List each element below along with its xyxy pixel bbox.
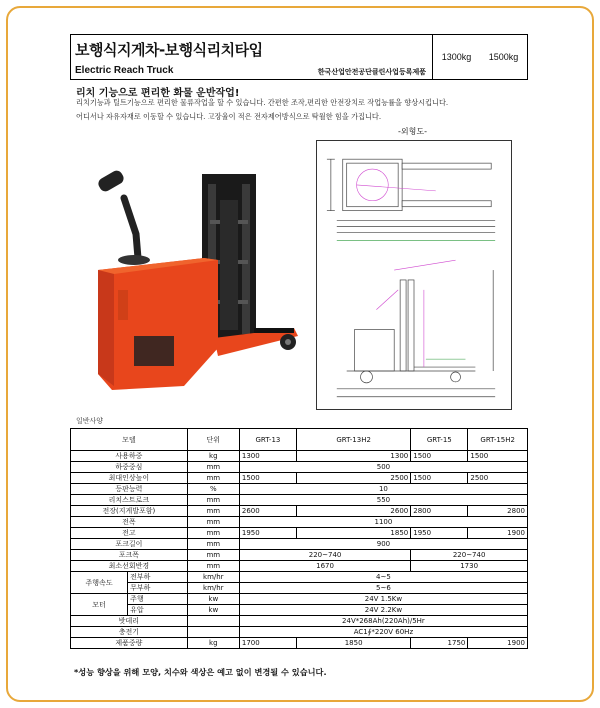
row-unit: mm <box>187 550 239 561</box>
row-label: 유압 <box>128 605 188 616</box>
cell: 2500 <box>468 473 528 484</box>
table-row <box>71 583 528 594</box>
table-row <box>71 594 528 605</box>
cell: 1850 <box>297 638 411 649</box>
row-label: 충전기 <box>71 627 188 638</box>
row-label: 포크폭 <box>71 550 188 561</box>
cell: 1730 <box>411 561 528 572</box>
cell: 1500 <box>468 451 528 462</box>
cell: 2800 <box>411 506 468 517</box>
table-row <box>71 495 528 506</box>
cell: AC1∮*220V 60Hz <box>239 627 527 638</box>
header-grt13: GRT-13 <box>239 429 296 451</box>
row-label: 전폭 <box>71 517 188 528</box>
cell: 1750 <box>411 638 468 649</box>
table-row <box>71 539 528 550</box>
row-unit: kg <box>187 451 239 462</box>
cell: 24V*268Ah(220Ah)/5Hr <box>239 616 527 627</box>
row-unit: mm <box>187 517 239 528</box>
title-cell <box>71 35 433 79</box>
row-unit: mm <box>187 506 239 517</box>
row-unit: kw <box>187 605 239 616</box>
cell: 900 <box>239 539 527 550</box>
capacity-1300: 1300kg <box>441 52 472 62</box>
truck-photo <box>84 160 310 400</box>
row-unit: km/hr <box>187 583 239 594</box>
table-row <box>71 473 528 484</box>
row-unit: kw <box>187 594 239 605</box>
table-row <box>71 517 528 528</box>
header-grt15: GRT-15 <box>411 429 468 451</box>
cell: 1850 <box>297 528 411 539</box>
table-row <box>71 462 528 473</box>
row-unit: kg <box>187 638 239 649</box>
row-label: 제품중량 <box>71 638 188 649</box>
cell: 10 <box>239 484 527 495</box>
capacity-1500: 1500kg <box>488 52 519 62</box>
row-label: 전고 <box>71 528 188 539</box>
row-label: 최대인상높이 <box>71 473 188 484</box>
cell: 1700 <box>239 638 296 649</box>
group-label: 주행속도 <box>71 572 128 594</box>
cell: 1500 <box>239 473 296 484</box>
cell: 1500 <box>411 473 468 484</box>
headline: 리치 기능으로 편리한 화물 운반작업! <box>76 88 240 99</box>
table-row <box>71 550 528 561</box>
cell: 1950 <box>411 528 468 539</box>
row-label: 리치스트로크 <box>71 495 188 506</box>
table-row <box>71 561 528 572</box>
product-title: 보행식지게차-보행식리치타입 <box>75 41 263 59</box>
description-line-2: 어디서나 자유자재로 이동할 수 있습니다. 고장율이 적은 전자제어방식으로 탁월한 힘을 가집니다. <box>76 112 382 121</box>
table-row <box>71 451 528 462</box>
row-unit: mm <box>187 561 239 572</box>
cell: 500 <box>239 462 527 473</box>
cell: 1670 <box>239 561 410 572</box>
cell: 1300 <box>239 451 296 462</box>
header-unit: 단위 <box>187 429 239 451</box>
cell: 1100 <box>239 517 527 528</box>
row-unit: mm <box>187 495 239 506</box>
row-label: 최소선회반경 <box>71 561 188 572</box>
row-unit <box>187 616 239 627</box>
row-label: 무부하 <box>128 583 188 594</box>
cell: 220~740 <box>411 550 528 561</box>
cell: 2800 <box>468 506 528 517</box>
cell: 1500 <box>411 451 468 462</box>
header-model: 모델 <box>71 429 188 451</box>
table-row <box>71 638 528 649</box>
spec-header-row <box>71 429 528 451</box>
row-unit: mm <box>187 473 239 484</box>
title-header <box>70 34 528 80</box>
capacity-cell <box>433 35 527 79</box>
cell: 1300 <box>297 451 411 462</box>
row-unit: mm <box>187 539 239 550</box>
row-label: 하중중심 <box>71 462 188 473</box>
cell: 5~6 <box>239 583 527 594</box>
table-row <box>71 627 528 638</box>
table-row <box>71 605 528 616</box>
row-label: 전장(지게발포함) <box>71 506 188 517</box>
drawing-label: -외형도- <box>398 127 427 136</box>
certification-text: 한국산업안전공단클린사업등록제품 <box>317 68 426 76</box>
cell: 24V 2.2Kw <box>239 605 527 616</box>
header-grt13h2: GRT-13H2 <box>297 429 411 451</box>
row-unit: % <box>187 484 239 495</box>
technical-drawing <box>316 140 512 410</box>
spec-table <box>70 428 528 649</box>
cell: 550 <box>239 495 527 506</box>
disclaimer-note: *성능 향상을 위해 모양, 치수와 색상은 예고 없이 변경될 수 있습니다. <box>74 667 327 677</box>
cell: 220~740 <box>239 550 410 561</box>
row-unit: km/hr <box>187 572 239 583</box>
table-row <box>71 528 528 539</box>
spec-label: 일반사양 <box>76 417 104 425</box>
row-label: 사용하중 <box>71 451 188 462</box>
cell: 24V 1.5Kw <box>239 594 527 605</box>
table-row <box>71 506 528 517</box>
table-row <box>71 572 528 583</box>
row-unit <box>187 627 239 638</box>
cell: 1950 <box>239 528 296 539</box>
group-label: 모터 <box>71 594 128 616</box>
header-grt15h2: GRT-15H2 <box>468 429 528 451</box>
row-unit: mm <box>187 528 239 539</box>
row-label: 주행 <box>128 594 188 605</box>
row-label: 등판능력 <box>71 484 188 495</box>
cell: 1900 <box>468 638 528 649</box>
row-label: 전부하 <box>128 572 188 583</box>
cell: 4~5 <box>239 572 527 583</box>
product-subtitle: Electric Reach Truck <box>75 65 174 76</box>
cell: 2500 <box>297 473 411 484</box>
table-row <box>71 484 528 495</box>
row-unit: mm <box>187 462 239 473</box>
row-label: 밧데리 <box>71 616 188 627</box>
cell: 1900 <box>468 528 528 539</box>
row-label: 포크길이 <box>71 539 188 550</box>
cell: 2600 <box>239 506 296 517</box>
description-line-1: 리치기능과 틸트기능으로 편리한 물류작업을 할 수 있습니다. 간편한 조작,편리한 안전장치로 작업능률을 향상시킵니다. <box>76 98 449 107</box>
cell: 2600 <box>297 506 411 517</box>
table-row <box>71 616 528 627</box>
